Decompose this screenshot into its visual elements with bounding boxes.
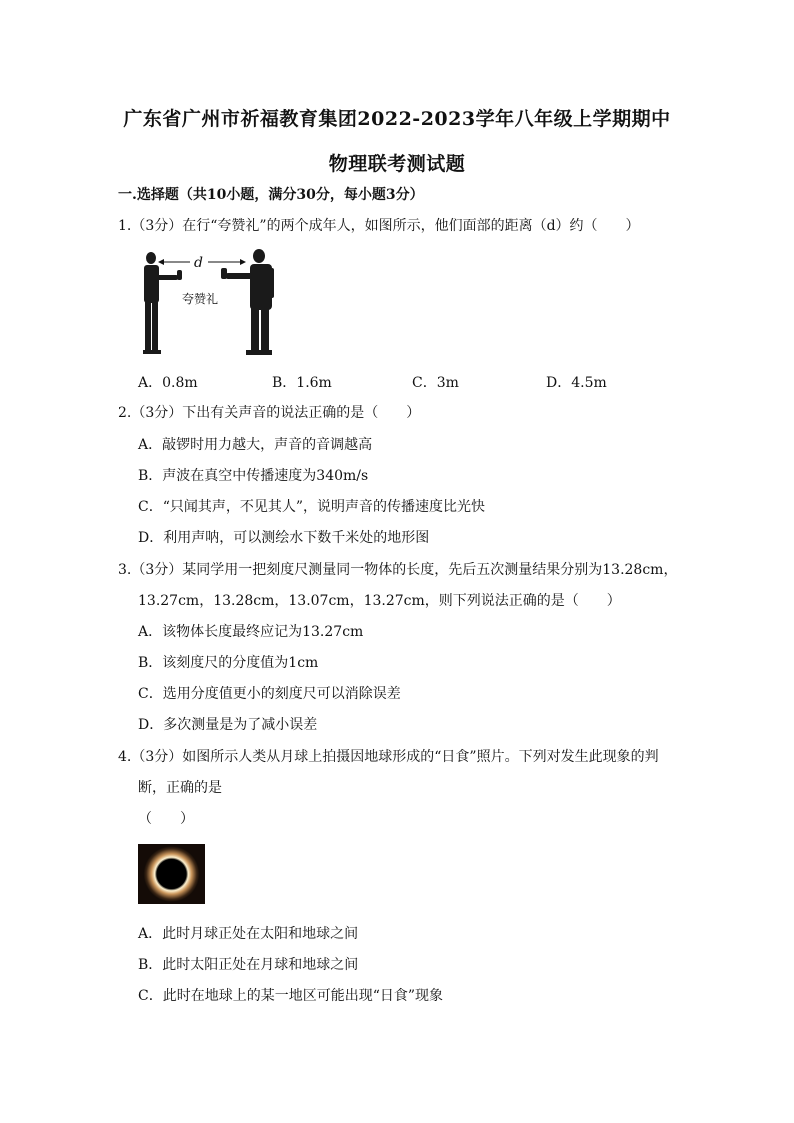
question-4-stem: 4.（3分）如图所示人类从月球上拍摄因地球形成的“日食”照片。下列对发生此现象的判 xyxy=(118,749,659,765)
question-3-stem-continued: 13.27cm，13.28cm，13.07cm，13.27cm，则下列说法正确的是（ ） xyxy=(138,593,621,609)
question-1-stem: 1.（3分）在行“夸赞礼”的两个成年人，如图所示，他们面部的距离（d）约（ ） xyxy=(118,218,640,234)
option-b[interactable]: B．该刻度尺的分度值为1cm xyxy=(138,655,319,671)
option-d[interactable]: D．多次测量是为了减小误差 xyxy=(138,717,318,733)
option-b[interactable]: B．1.6m xyxy=(272,375,332,391)
eclipse-photo-image xyxy=(138,844,205,904)
option-d[interactable]: D．4.5m xyxy=(546,375,607,391)
option-a[interactable]: A．此时月球正处在太阳和地球之间 xyxy=(138,926,359,942)
option-b[interactable]: B．声波在真空中传播速度为340m/s xyxy=(138,468,369,484)
option-d[interactable]: D．利用声呐，可以测绘水下数千米处的地形图 xyxy=(138,530,430,546)
option-a[interactable]: A．0.8m xyxy=(138,375,198,391)
question-2-stem: 2.（3分）下出有关声音的说法正确的是（ ） xyxy=(118,405,421,421)
question-3-stem: 3.（3分）某同学用一把刻度尺测量同一物体的长度，先后五次测量结果分别为13.28cm， xyxy=(118,562,678,578)
option-c[interactable]: C．3m xyxy=(412,375,459,391)
option-b[interactable]: B．此时太阳正处在月球和地球之间 xyxy=(138,957,359,973)
exam-title-line1: 广东省广州市祈福教育集团2022-2023学年八年级上学期期中 xyxy=(123,108,671,130)
option-a[interactable]: A．该物体长度最终应记为13.27cm xyxy=(138,624,364,640)
question-1-options xyxy=(138,372,698,392)
exam-title-line2: 物理联考测试题 xyxy=(328,153,466,175)
distance-label: d xyxy=(194,255,203,271)
question-4-answer-blank: （ ） xyxy=(138,811,194,827)
question-4-stem-continued: 断，正确的是 xyxy=(138,780,222,796)
option-a[interactable]: A．敲锣时用力越大，声音的音调越高 xyxy=(138,437,373,453)
figure-caption: 夸赞礼 xyxy=(182,292,219,306)
option-c[interactable]: C．此时在地球上的某一地区可能出现“日食”现象 xyxy=(138,988,444,1004)
option-c[interactable]: C．选用分度值更小的刻度尺可以消除误差 xyxy=(138,686,401,702)
section-heading: 一.选择题（共10小题，满分30分，每小题3分） xyxy=(118,187,424,203)
option-c[interactable]: C．“只闻其声，不见其人”，说明声音的传播速度比光快 xyxy=(138,499,486,515)
